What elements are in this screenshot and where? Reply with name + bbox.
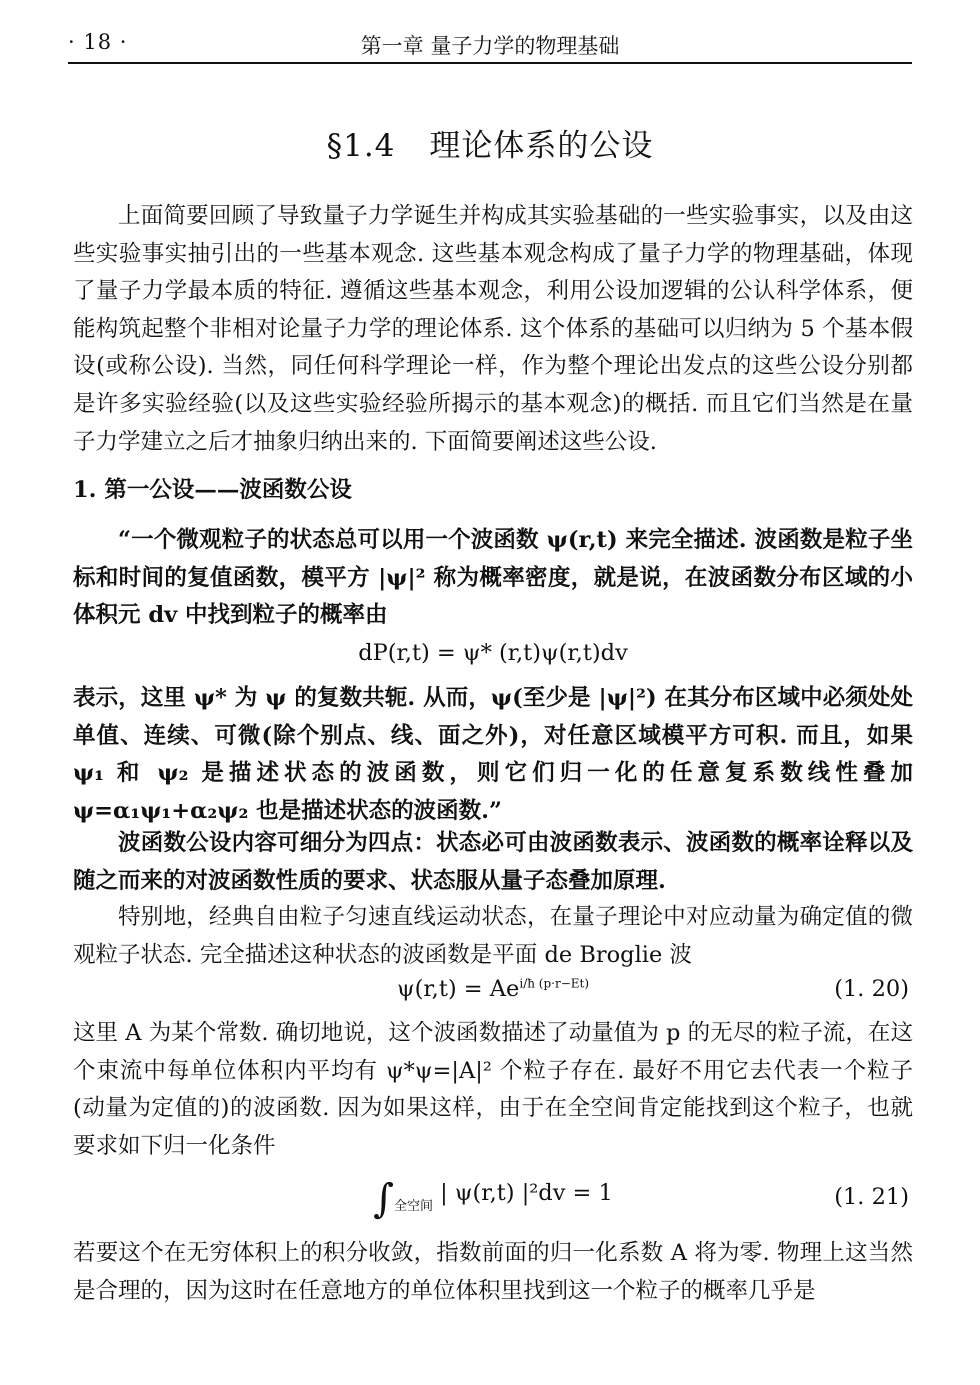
postulate-summary: 波函数公设内容可细分为四点：状态必可由波函数表示、波函数的概率诠释以及随之而来的对波函数性质的要求、状态服从量子态叠加原理. <box>73 830 913 894</box>
equation-1-20-label: (1. 20) <box>834 976 909 1002</box>
integral-subscript: 全空间 <box>393 1199 433 1214</box>
section-number: §1.4 <box>326 128 396 164</box>
final-paragraph: 若要这个在无穷体积上的积分收敛，指数前面的归一化系数 A 将为零. 物理上这当然是合理的，因为这时在任意地方的单位体积里找到这一个粒子的概率几乎是 <box>73 1240 913 1304</box>
equation-1-21-formula <box>73 1176 913 1222</box>
constant-paragraph: 这里 A 为某个常数. 确切地说，这个波函数描述了动量值为 p 的无尽的粒子流，在这个束流中每单位体积内平均有 ψ*ψ=|A|² 个粒子存在. 最好不用它去代表一个粒子(动量为定值的)的波函数. 因为如果这样，由于在全空间肯定能找到这个粒子，也就要求如下归一化条件 <box>73 1020 913 1159</box>
equation-1-21-label: (1. 21) <box>834 1184 909 1210</box>
plane-wave-paragraph: 特别地，经典自由粒子匀速直线运动状态，在量子理论中对应动量为确定值的微观粒子状态. 完全描述这种状态的波函数是平面 de Broglie 波 <box>73 904 913 968</box>
integral-sign: ∫ <box>373 1176 394 1222</box>
equation-dp-formula: dP(r,t) = ψ* (r,t)ψ(r,t)dv <box>358 640 628 666</box>
postulate-quote-1: “一个微观粒子的状态总可以用一个波函数 ψ(r,t) 来完全描述. 波函数是粒子坐标和时间的复值函数，模平方 |ψ|² 称为概率密度，就是说，在波函数分布区域的小体积元 dv 中找到粒子的概率由 <box>73 527 913 629</box>
equation-1-21 <box>73 1176 913 1220</box>
equation-1-20-exponent: i/ħ (p·r−Et) <box>519 976 590 991</box>
equation-1-21-body: | ψ(r,t) |²dv = 1 <box>440 1180 613 1206</box>
section-title <box>0 120 980 165</box>
subsection-heading: 1. 第一公设——波函数公设 <box>73 477 352 503</box>
chapter-title: 第一章 量子力学的物理基础 <box>360 34 620 58</box>
intro-paragraph: 上面简要回顾了导致量子力学诞生并构成其实验基础的一些实验事实，以及由这些实验事实抽引出的一些基本观念. 这些基本观念构成了量子力学的物理基础，体现了量子力学最本质的特征. 遵循这些基本观念，利用公设加逻辑的公认科学体系，便能构筑起整个非相对论量子力学的理论体系. 这个体系的基础可以归纳为 5 个基本假设(或称公设). 当然，同任何科学理论一样，作为整个理论出发点的这些公设分别都是许多实验经验(以及这些实验经验所揭示的基本观念)的概括. 而且它们当然是在量子力学建立之后才抽象归纳出来的. 下面简要阐述这些公设. <box>73 203 913 455</box>
section-title-text: 理论体系的公设 <box>429 128 654 164</box>
postulate-quote-2: 表示，这里 ψ* 为 ψ 的复数共轭. 从而，ψ(至少是 |ψ|²) 在其分布区域中必须处处单值、连续、可微(除个别点、线、面之外)，对任意区域模平方可积. 而且，如果 ψ₁ 和 ψ₂ 是描述状态的波函数，则它们归一化的任意复系数线性叠加 ψ=α₁ψ₁+α₂ψ₂ 也是描述状态的波函数.” <box>73 685 913 824</box>
equation-1-20 <box>73 976 913 1010</box>
equation-1-20-formula <box>73 976 913 1002</box>
page-header <box>68 28 912 64</box>
equation-1-20-lhs: ψ(r,t) = Ae <box>396 976 520 1002</box>
page-number: · 18 · <box>68 30 128 54</box>
